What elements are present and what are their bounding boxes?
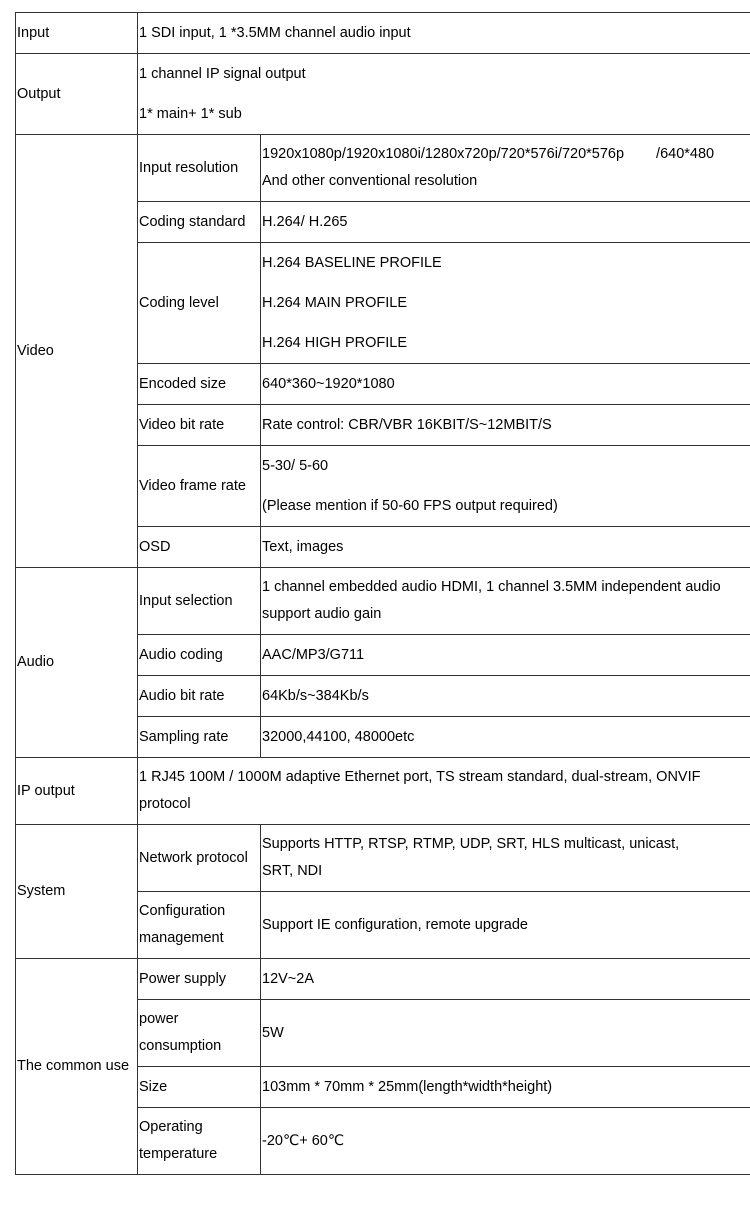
label-input-selection: Input selection [138,568,261,635]
input-selection-line-2: support audio gain [262,606,382,622]
operating-temperature-label-line-2: temperature [139,1146,218,1162]
row-video-input-resolution [16,135,750,202]
label-configuration-management [138,892,261,959]
value-ip-output [138,758,750,825]
coding-level-line-1: H.264 BASELINE PROFILE [262,254,442,271]
label-input: Input [16,13,138,54]
row-network-protocol [16,825,750,892]
label-audio: Audio [16,568,138,758]
value-sampling-rate: 32000,44100, 48000etc [261,717,750,758]
power-consumption-label-line-2: consumption [139,1038,222,1054]
coding-level-line-2: H.264 MAIN PROFILE [262,294,408,311]
value-audio-bit-rate: 64Kb/s~384Kb/s [261,676,750,717]
row-ip-output [16,758,750,825]
value-video-bit-rate: Rate control: CBR/VBR 16KBIT/S~12MBIT/S [261,405,750,446]
label-audio-bit-rate: Audio bit rate [138,676,261,717]
coding-level-line-3: H.264 HIGH PROFILE [262,334,408,351]
power-consumption-label-line-1: power [139,1011,179,1027]
network-protocol-line-1: Supports HTTP, RTSP, RTMP, UDP, SRT, HLS multicast, unicast, [262,836,680,852]
value-audio-coding: AAC/MP3/G711 [261,635,750,676]
input-resolution-list: 1920x1080p/1920x1080i/1280x720p/720*576i/720*576p [262,146,625,162]
row-power-supply [16,959,750,1000]
value-video-frame-rate [261,446,750,527]
value-osd: Text, images [261,527,750,568]
frame-rate-line-2: (Please mention if 50-60 FPS output required) [262,497,558,514]
network-protocol-line-2: SRT, NDI [262,863,323,879]
value-input: 1 SDI input, 1 *3.5MM channel audio input [138,13,750,54]
label-encoded-size: Encoded size [138,364,261,405]
label-input-resolution: Input resolution [138,135,261,202]
label-system: System [16,825,138,959]
ip-output-line-1: 1 RJ45 100M / 1000M adaptive Ethernet port, TS stream standard, dual-stream, ONVIF [139,769,701,785]
row-input [16,13,750,54]
output-line-1: 1 channel IP signal output [139,65,306,82]
value-configuration-management: Support IE configuration, remote upgrade [261,892,750,959]
label-sampling-rate: Sampling rate [138,717,261,758]
label-size: Size [138,1067,261,1108]
value-power-consumption: 5W [261,1000,750,1067]
label-power-consumption [138,1000,261,1067]
label-video-frame-rate: Video frame rate [138,446,261,527]
label-coding-level: Coding level [138,243,261,364]
input-selection-line-1: 1 channel embedded audio HDMI, 1 channel 3.5MM independent audio [262,579,721,595]
configuration-label-line-1: Configuration [139,903,226,919]
value-input-selection [261,568,750,635]
operating-temperature-label-line-1: Operating [139,1119,203,1135]
value-coding-standard: H.264/ H.265 [261,202,750,243]
spec-table [15,12,750,1175]
input-resolution-line-1 [262,141,750,168]
row-output [16,54,750,135]
label-osd: OSD [138,527,261,568]
label-common-use: The common use [16,959,138,1175]
value-output [138,54,750,135]
value-encoded-size: 640*360~1920*1080 [261,364,750,405]
configuration-label-line-2: management [139,930,224,946]
label-output: Output [16,54,138,135]
label-power-supply: Power supply [138,959,261,1000]
value-coding-level [261,243,750,364]
label-video-bit-rate: Video bit rate [138,405,261,446]
frame-rate-line-1: 5-30/ 5-60 [262,457,329,474]
input-resolution-line-2: And other conventional resolution [262,173,478,189]
spec-sheet [15,12,750,1188]
value-input-resolution [261,135,750,202]
value-network-protocol [261,825,750,892]
value-operating-temperature: -20℃+ 60℃ [261,1108,750,1175]
value-size: 103mm * 70mm * 25mm(length*width*height) [261,1067,750,1108]
row-audio-input-selection [16,568,750,635]
label-coding-standard: Coding standard [138,202,261,243]
value-power-supply: 12V~2A [261,959,750,1000]
ip-output-line-2: protocol [139,796,191,812]
label-audio-coding: Audio coding [138,635,261,676]
label-video: Video [16,135,138,568]
label-ip-output: IP output [16,758,138,825]
output-line-2: 1* main+ 1* sub [139,105,242,122]
label-operating-temperature [138,1108,261,1175]
label-network-protocol: Network protocol [138,825,261,892]
input-resolution-extra: /640*480 [656,146,715,162]
